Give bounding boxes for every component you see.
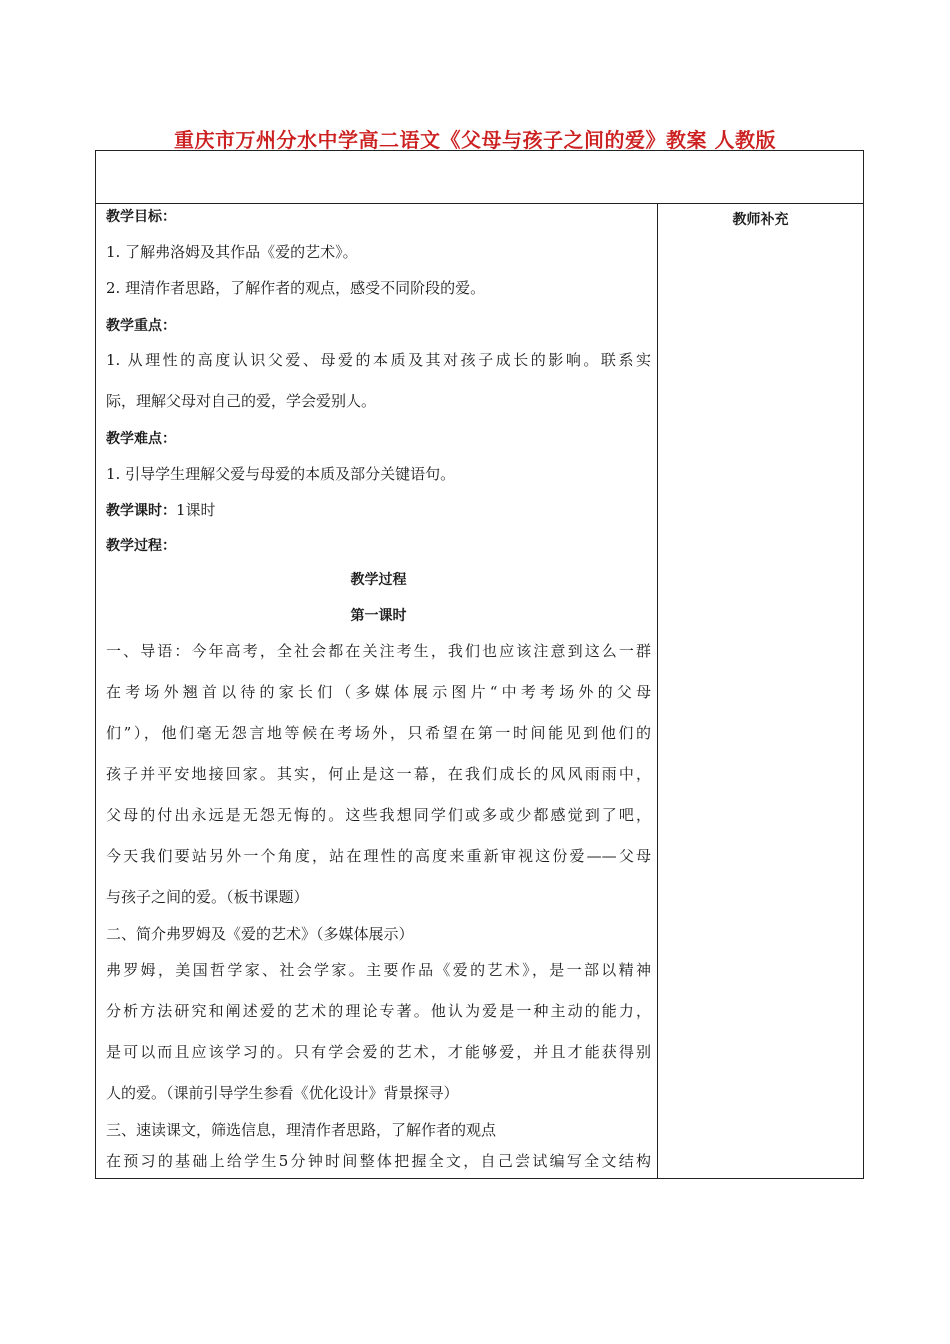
section-heading: 二、简介弗罗姆及《爱的艺术》（多媒体展示）: [106, 925, 414, 943]
objective-1: 1. 了解弗洛姆及其作品《爱的艺术》。: [106, 243, 358, 261]
table-header-row: [96, 151, 863, 204]
paragraph-line: 一、导语：今年高考，全社会都在关注考生，我们也应该注意到这么一群: [106, 642, 651, 660]
heading-key-points: 教学重点：: [106, 318, 176, 334]
paragraph-line: 在预习的基础上给学生5分钟时间整体把握全文，自己尝试编写全文结构: [106, 1152, 651, 1170]
paragraph-line: 分析方法研究和阐述爱的艺术的理论专著。他认为爱是一种主动的能力，: [106, 1002, 651, 1020]
paragraph-line: 在考场外翘首以待的家长们（多媒体展示图片“中考考场外的父母: [106, 683, 651, 701]
paragraph-line: 是可以而且应该学习的。只有学会爱的艺术，才能够爱，并且才能获得别: [106, 1043, 651, 1061]
objective-2: 2. 理清作者思路，了解作者的观点，感受不同阶段的爱。: [106, 279, 486, 297]
class-hours: [106, 501, 651, 520]
first-lesson-title: 第一课时: [350, 608, 407, 624]
lesson-table: [95, 150, 864, 1179]
heading-difficulties: 教学难点：: [106, 431, 176, 447]
teacher-supplement-header: 教师补充: [732, 212, 789, 228]
paragraph-line: 孩子并平安地接回家。其实，何止是这一幕，在我们成长的风风雨雨中，: [106, 765, 651, 783]
column-divider: [657, 203, 658, 1179]
paragraph-line: 人的爱。（课前引导学生参看《优化设计》背景探寻）: [106, 1084, 459, 1102]
section-heading: 三、速读课文，筛选信息，理清作者思路，了解作者的观点: [106, 1121, 497, 1139]
class-hours-value: 1课时: [176, 501, 216, 519]
document-title: 重庆市万州分水中学高二语文《父母与孩子之间的爱》教案 人教版: [174, 128, 776, 152]
paragraph-line: 今天我们要站另外一个角度，站在理性的高度来重新审视这份爱——父母: [106, 847, 651, 865]
heading-process: 教学过程：: [106, 538, 176, 554]
heading-class-hours: 教学课时：: [106, 503, 176, 519]
process-title: 教学过程: [350, 572, 407, 588]
key-point-1: 1. 从理性的高度认识父爱、母爱的本质及其对孩子成长的影响。联系实: [106, 351, 651, 369]
difficulty-1: 1. 引导学生理解父爱与母爱的本质及部分关键语句。: [106, 465, 456, 483]
key-point-1-cont: 际，理解父母对自己的爱，学会爱别人。: [106, 392, 377, 410]
paragraph-line: 父母的付出永远是无怨无悔的。这些我想同学们或多或少都感觉到了吧，: [106, 806, 651, 824]
paragraph-line: 们”），他们毫无怨言地等候在考场外，只希望在第一时间能见到他们的: [106, 724, 651, 742]
paragraph-line: 弗罗姆，美国哲学家、社会学家。主要作品《爱的艺术》，是一部以精神: [106, 961, 651, 979]
heading-objectives: 教学目标：: [106, 209, 176, 225]
paragraph-line: 与孩子之间的爱。（板书课题）: [106, 888, 309, 906]
